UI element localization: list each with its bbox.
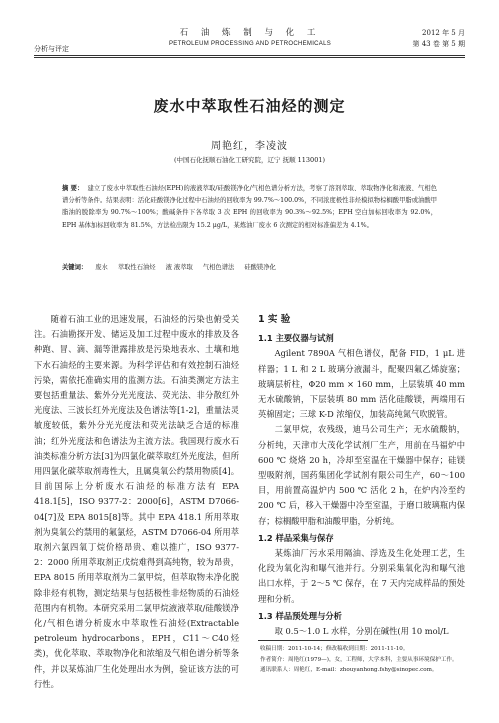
journal-header — [150, 26, 350, 47]
keywords — [62, 262, 437, 271]
footnote — [260, 644, 465, 676]
article-affiliation: (中国石化抚顺石油化工研究院，辽宁 抚顺 113001) — [173, 156, 326, 164]
footnote-author-intro: 作者简介：周艳红(1979—)，女，工程师，大学本科，主要从事环境保护工作。 — [260, 656, 458, 663]
footnote-received: 收稿日期：2011-10-14；修改稿收到日期：2011-11-10。 — [260, 646, 409, 652]
issue-date: 2012 年 5 月 — [422, 29, 465, 37]
introduction-paragraph: 随着石油工业的迅速发展，石油烃的污染也俯受关注。石油勘探开发、储运及加工过程中废水的排放及各种跑、冒、滴、漏等泄露排放是污染地表水、土壤和地下水石油烃的主要来源。为科学评估和有效控制石油烃污染，需依托准确实用的监测方法。石油类测定方法主要包括重量法、紫外分光光度法、荧光法、非分散红外光度法、三波长红外光度法及色谱法等[1-2]，重量法灵敏度较低，紫外分光光度法和荧光法缺乏合适的标准油；红外光度法和色谱法为主流方法。我国现行废水石油类标准分析方法[3]为四氯化碳萃取红外光度法，但所用四氯化碳萃取剂毒性大，且属臭氧公约禁用物质[4]。目前国际上分析废水石油烃的标准方法有 EPA 418.1[5]，ISO 9377-2：2000[6]，ASTM D7066-04[7]及 EPA 8015[8]等。其中 EPA 418.1 所用萃取剂为臭氧公约禁用的氟氯烃，ASTM D7066-04 所用萃取剂六氯四氧丁烷价格昂贵、难以推广，ISO 9377-2：2000 所用萃取剂正戊烷难得到高纯物，较为昂贵，EPA 8015 所用萃取剂为二氯甲烷，但萃取物未净化脱除非烃有机物，测定结果与包括极性非烃物质的石油烃范围内有机物。本研究采用二氯甲烷液液萃取/硅酸镁净化/气相色谱分析废水中萃取性石油烃(Extractable petroleum hydrocarbons，EPH，C11～C40烃类)，优化萃取、萃取物净化和浓缩及气相色谱分析等条件，并以某炼油厂生化处理出水为例，验证该方法的可行性。 — [34, 314, 239, 689]
keywords-label: 关键词： — [62, 264, 88, 271]
subsection-heading-instruments: 1.1 主要仪器与试剂 — [258, 333, 334, 344]
keyword: 废水 — [95, 264, 108, 271]
section-heading-experiment: 1 实 验 — [258, 314, 291, 325]
section-label: 分析与评定 — [34, 45, 69, 53]
volume-issue: 第 43 卷 第 5 期 — [412, 40, 465, 48]
subsection-heading-sampling: 1.2 样品采集与保存 — [258, 532, 334, 543]
keyword: 液 液萃取 — [165, 264, 193, 271]
abstract — [62, 183, 437, 232]
reagents-paragraph: 二氯甲烷，农残级，迪马公司生产；无水硫酸钠，分析纯，天津市大茂化学试剂厂生产，用前在马福炉中 600 ℃ 烧烙 20 h，冷却至室温在干燥器中保存；硅镁型吸附剂，国药集团化学试剂有限公司生产，60～100 目，用前置高温炉内 500 ℃ 活化 2 h，在炉内冷至约 200 ℃ 后，移入干燥器中冷至室温，于磨口玻璃瓶内保存；棕榈酸甲脂和油酸甲脂，分析纯。 — [258, 424, 465, 526]
article-authors: 周艳红，李凌波 — [211, 141, 288, 152]
footnote-contact: 通讯联系人：周艳红，E-mail：zhouyanhong.fshy@sinopec.com。 — [260, 667, 438, 673]
journal-name-cn: 石 油 炼 制 与 化 工 — [179, 28, 321, 38]
footnote-rule — [258, 640, 368, 641]
keyword: 气相色谱法 — [202, 264, 235, 271]
keyword: 萃取性石油烃 — [117, 264, 156, 271]
sampling-paragraph: 某炼油厂污水采用隔油、浮选及生化处理工艺，生化段为氧化沟和曝气池并行。分别采集氧化沟和曝气池出口水样，于 2～5 ℃ 保存，在 7 天内完成样品的预处理和分析。 — [258, 548, 465, 604]
keyword: 硅酸镁净化 — [244, 264, 276, 271]
header-rule-top — [34, 55, 465, 56]
header-rule-bottom — [34, 57, 465, 58]
pretreatment-paragraph: 取 0.5～1.0 L 水样，分别在碱性(用 10 mol/L — [274, 626, 449, 637]
subsection-heading-pretreatment: 1.3 样品预处理与分析 — [258, 610, 342, 621]
body-left-column — [34, 312, 239, 692]
abstract-text: 建立了废水中萃取性石油烃(EPH)的液液萃取/硅酸镁净化/气相色谱分析方法，考察了溶剂萃取、萃取物净化和液液、气相色谱分析等条件。结果表明：活化硅酸镁净化过程中石油烃的回收率为 99.7%～100.0%，不同浓度极性非烃模拟物棕榈酸甲脂或油酸甲脂油的脱除率为 90.7%～100%；酸碱条件下各萃取 3 次 EPH 的回收率为 90.3%～92.5%；EPH 空白加标回收率为 92.0%，EPH 基体加标回收率为 81.5%，方法检出限为 15.2 μg/L，某炼油厂废水 6 次测定的相对标准偏差为 4.1%。 — [62, 185, 438, 229]
article-title: 废水中萃取性石油烃的测定 — [153, 97, 346, 115]
abstract-label: 摘 要： — [62, 185, 84, 192]
body-right-column — [258, 312, 465, 639]
issue-info — [413, 28, 466, 50]
instruments-paragraph: Agilent 7890A 气相色谱仪，配备 FID，1 μL 进样器；1 L 和 2 L 玻璃分液漏斗，配聚四氟乙烯旋塞；玻璃层析柱，Φ20 mm × 160 mm，上层装填 40 mm 无水硫酸钠，下层装填 80 mm 活化硅酸镁，两端用石英棉固定；三球 K-D 浓缩仪，加装高纯氮气吹脱管。 — [258, 348, 465, 420]
journal-name-en: PETROLEUM PROCESSING AND PETROCHEMICALS — [168, 41, 332, 47]
